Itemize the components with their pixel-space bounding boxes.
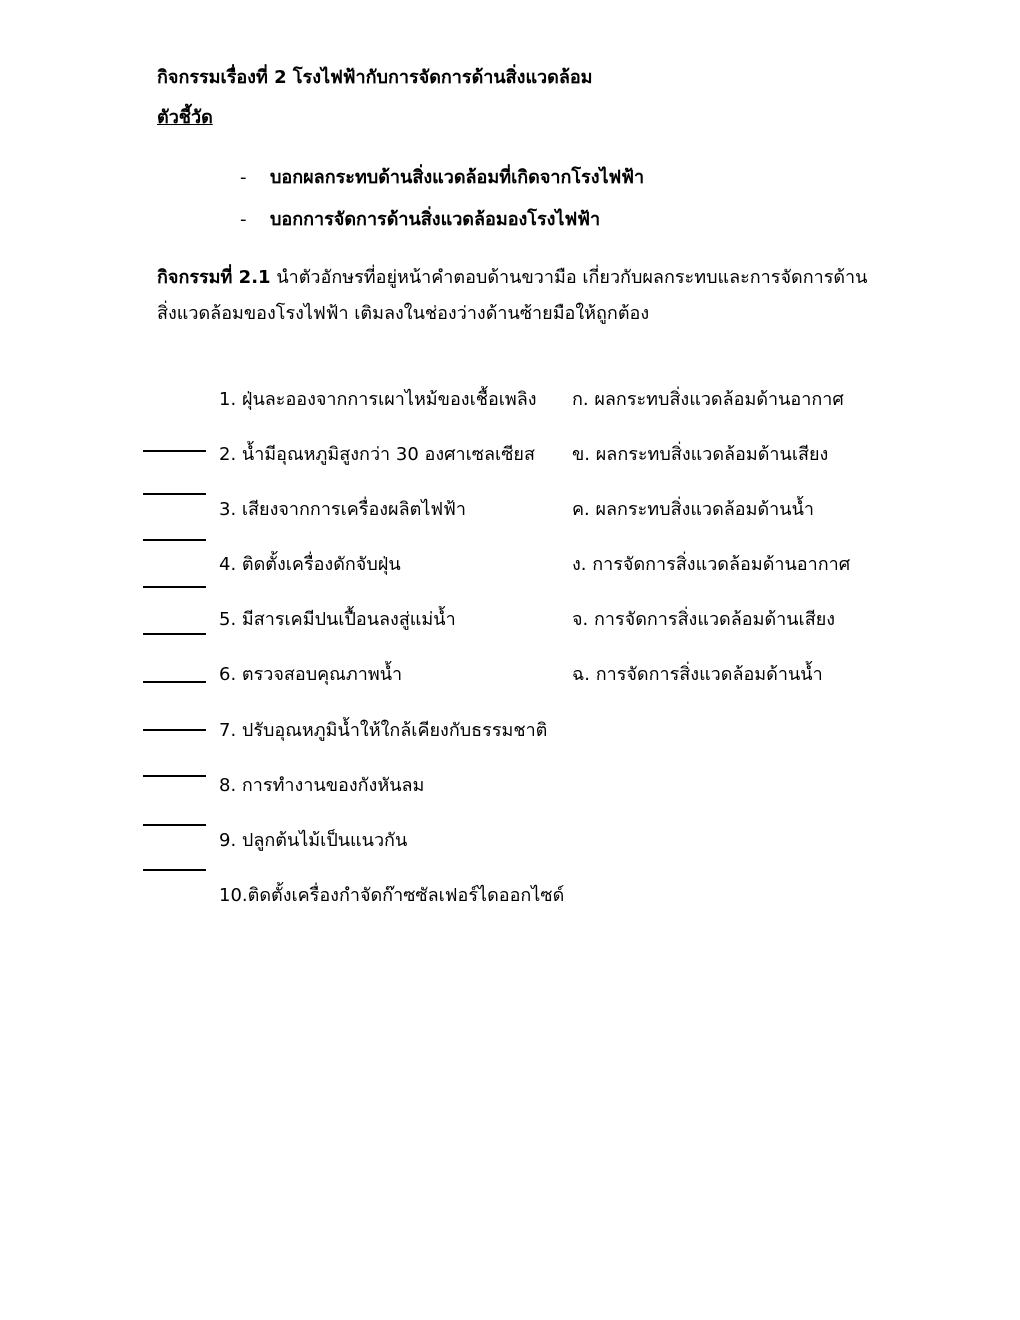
answer-blank-6[interactable]	[143, 681, 206, 683]
answer-choice-3: ค. ผลกระทบสิ่งแวดล้อมด้านน้ำ	[572, 499, 814, 520]
question-item-4: 4. ติดตั้งเครื่องดักจับฝุ่น	[219, 554, 401, 575]
question-item-8: 8. การทำงานของกังหันลม	[219, 775, 425, 796]
question-item-1: 1. ฝุ่นละอองจากการเผาไหม้ของเชื้อเพลิง	[219, 389, 537, 410]
question-item-5: 5. มีสารเคมีปนเปื้อนลงสู่แม่น้ำ	[219, 609, 456, 630]
bullet-dash: -	[240, 209, 247, 230]
question-item-6: 6. ตรวจสอบคุณภาพน้ำ	[219, 664, 403, 685]
answer-blank-8[interactable]	[143, 775, 206, 777]
indicator-text: บอกผลกระทบด้านสิ่งแวดล้อมที่เกิดจากโรงไฟฟ้า	[270, 167, 645, 188]
answer-blank-5[interactable]	[143, 633, 206, 635]
answer-blank-7[interactable]	[143, 729, 206, 731]
activity-instruction-text: นำตัวอักษรที่อยู่หน้าคำตอบด้านขวามือ เกี่ยวกับผลกระทบและการจัดการด้าน	[276, 267, 868, 288]
answer-blank-2[interactable]	[143, 493, 206, 495]
answer-blank-3[interactable]	[143, 539, 206, 541]
answer-blank-1[interactable]	[143, 450, 206, 452]
indicator-heading: ตัวชี้วัด	[157, 107, 213, 128]
indicator-text: บอกการจัดการด้านสิ่งแวดล้อมองโรงไฟฟ้า	[270, 209, 601, 230]
question-item-10: 10.ติดตั้งเครื่องกำจัดก๊าซซัลเฟอร์ไดออกไซด์	[219, 885, 565, 906]
question-item-2: 2. น้ำมีอุณหภูมิสูงกว่า 30 องศาเซลเซียส	[219, 444, 535, 465]
answer-blank-9[interactable]	[143, 824, 206, 826]
answer-blank-4[interactable]	[143, 586, 206, 588]
activity-label: กิจกรรมที่ 2.1	[157, 267, 271, 288]
answer-choice-6: ฉ. การจัดการสิ่งแวดล้อมด้านน้ำ	[572, 664, 823, 685]
activity-instruction-line-2: สิ่งแวดล้อมของโรงไฟฟ้า เติมลงในช่องว่างด้านซ้ายมือให้ถูกต้อง	[157, 303, 650, 324]
indicator-item	[240, 162, 644, 191]
bullet-dash: -	[240, 167, 247, 188]
activity-instruction-line-1	[157, 262, 877, 291]
answer-choice-4: ง. การจัดการสิ่งแวดล้อมด้านอากาศ	[572, 554, 851, 575]
question-item-7: 7. ปรับอุณหภูมิน้ำให้ใกล้เคียงกับธรรมชาติ	[219, 720, 548, 741]
question-item-9: 9. ปลูกต้นไม้เป็นแนวกัน	[219, 830, 408, 851]
answer-choice-1: ก. ผลกระทบสิ่งแวดล้อมด้านอากาศ	[572, 389, 844, 410]
answer-choice-2: ข. ผลกระทบสิ่งแวดล้อมด้านเสียง	[572, 444, 829, 465]
indicator-item	[240, 204, 600, 233]
question-item-3: 3. เสียงจากการเครื่องผลิตไฟฟ้า	[219, 499, 466, 520]
answer-blank-10[interactable]	[143, 869, 206, 871]
answer-choice-5: จ. การจัดการสิ่งแวดล้อมด้านเสียง	[572, 609, 836, 630]
activity-title: กิจกรรมเรื่องที่ 2 โรงไฟฟ้ากับการจัดการด้านสิ่งแวดล้อม	[157, 67, 593, 88]
